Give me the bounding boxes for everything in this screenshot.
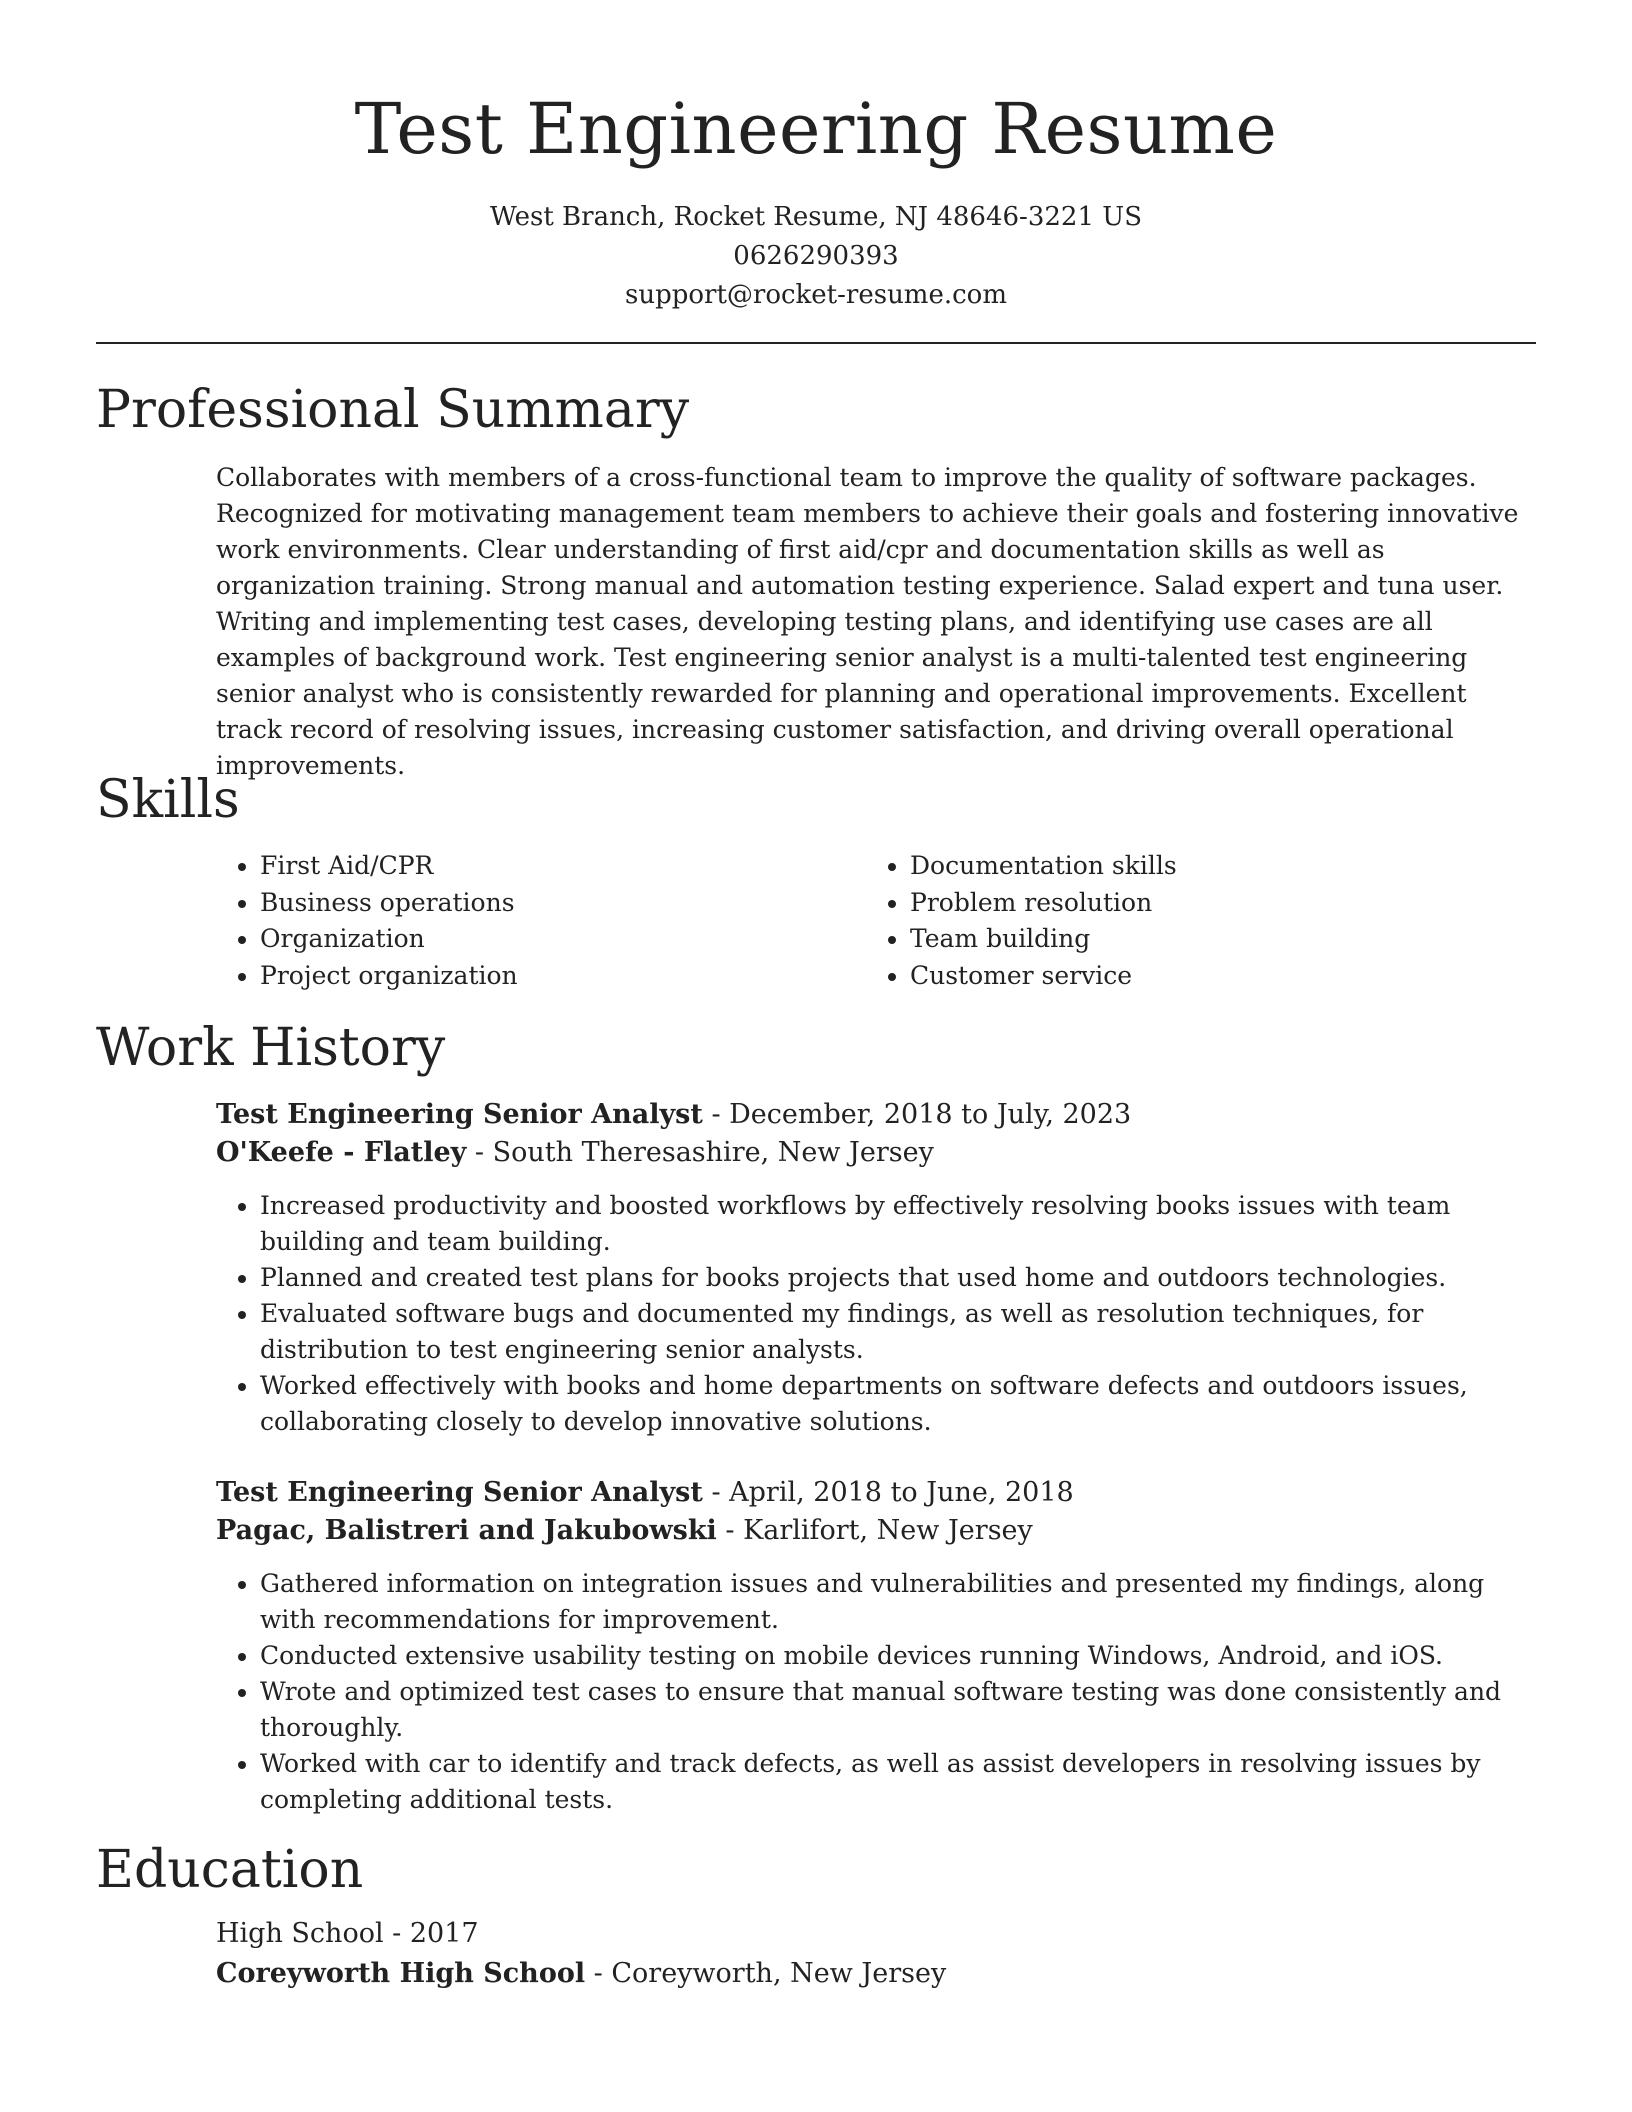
job-bullets	[96, 1188, 1536, 1440]
skill-item: • Project organization	[260, 958, 866, 995]
summary-section	[96, 378, 1536, 784]
skills-list	[216, 848, 1536, 994]
company-location: - South Theresashire, New Jersey	[466, 1137, 934, 1168]
company-line	[216, 1512, 1536, 1550]
skill-item: • Problem resolution	[910, 885, 1516, 922]
education-degree-line	[216, 1914, 1536, 1954]
skill-item: • Customer service	[910, 958, 1516, 995]
job-title-line	[216, 1474, 1536, 1512]
job-title-line	[216, 1096, 1536, 1134]
email: support@rocket-resume.com	[624, 280, 1007, 310]
job-entry	[96, 1474, 1536, 1818]
education-heading: Education	[96, 1840, 364, 1900]
graduation-year: - 2017	[383, 1918, 479, 1949]
job-bullet: • Conducted extensive usability testing on mobile devices running Windows, Android, and iOS.	[260, 1638, 1536, 1674]
company-name: O'Keefe - Flatley	[216, 1137, 467, 1168]
work-history-heading: Work History	[96, 1018, 446, 1078]
company-name: Pagac, Balistreri and Jakubowski	[216, 1515, 717, 1546]
skill-item: • Business operations	[260, 885, 866, 922]
degree: High School	[216, 1918, 384, 1949]
skills-section	[96, 768, 1536, 994]
job-title: Test Engineering Senior Analyst	[216, 1099, 703, 1130]
skill-item: • First Aid/CPR	[260, 848, 866, 885]
school-name: Coreyworth High School	[216, 1958, 586, 1989]
header-divider	[96, 342, 1536, 344]
skill-item: • Documentation skills	[910, 848, 1516, 885]
job-bullet: • Evaluated software bugs and documented my findings, as well as resolution techniques, for distribution to test engineering senior analysts.	[260, 1296, 1536, 1368]
skills-heading: Skills	[96, 770, 240, 830]
page-title: Test Engineering Resume	[354, 88, 1278, 170]
skills-column-right	[866, 848, 1516, 994]
job-bullet: • Planned and created test plans for books projects that used home and outdoors technologies.	[260, 1260, 1536, 1296]
job-dates: - December, 2018 to July, 2023	[702, 1099, 1132, 1130]
skill-item: • Organization	[260, 921, 866, 958]
job-bullet: • Worked with car to identify and track defects, as well as assist developers in resolving issues by completing additional tests.	[260, 1746, 1536, 1818]
skill-item: • Team building	[910, 921, 1516, 958]
company-line	[216, 1134, 1536, 1172]
job-entry	[96, 1096, 1536, 1440]
job-bullet: • Wrote and optimized test cases to ensure that manual software testing was done consistently and thoroughly.	[260, 1674, 1536, 1746]
summary-heading: Professional Summary	[96, 380, 690, 440]
job-bullet: • Gathered information on integration issues and vulnerabilities and presented my findings, along with recommendations for improvement.	[260, 1566, 1536, 1638]
school-location: - Coreyworth, New Jersey	[585, 1958, 947, 1989]
company-location: - Karlifort, New Jersey	[716, 1515, 1033, 1546]
contact-info	[96, 198, 1536, 315]
job-bullet: • Increased productivity and boosted workflows by effectively resolving books issues with team building and team building.	[260, 1188, 1536, 1260]
education-school-line	[216, 1954, 1536, 1994]
job-bullet: • Worked effectively with books and home departments on software defects and outdoors issues, collaborating closely to develop innovative solutions.	[260, 1368, 1536, 1440]
phone: 0626290393	[733, 241, 899, 271]
summary-text: Collaborates with members of a cross-functional team to improve the quality of software packages. Recognized for motivating management team members to achieve their goals and fostering innovative work environments. Clear understanding of first aid/cpr and documentation skills as well as organization training. Strong manual and automation testing experience. Salad expert and tuna user. Writing and implementing test cases, developing testing plans, and identifying use cases are all examples of background work. Test engineering senior analyst is a multi-talented test engineering senior analyst who is consistently rewarded for planning and operational improvements. Excellent track record of resolving issues, increasing customer satisfaction, and driving overall operational improvements.	[216, 463, 1519, 780]
work-history-section	[96, 1016, 1536, 1818]
job-title: Test Engineering Senior Analyst	[216, 1477, 703, 1508]
skills-column-left	[216, 848, 866, 994]
education-section	[96, 1838, 1536, 1994]
resume-header	[96, 0, 1536, 315]
job-dates: - April, 2018 to June, 2018	[702, 1477, 1074, 1508]
job-bullets	[96, 1566, 1536, 1818]
address: West Branch, Rocket Resume, NJ 48646-3221 US	[489, 202, 1143, 232]
